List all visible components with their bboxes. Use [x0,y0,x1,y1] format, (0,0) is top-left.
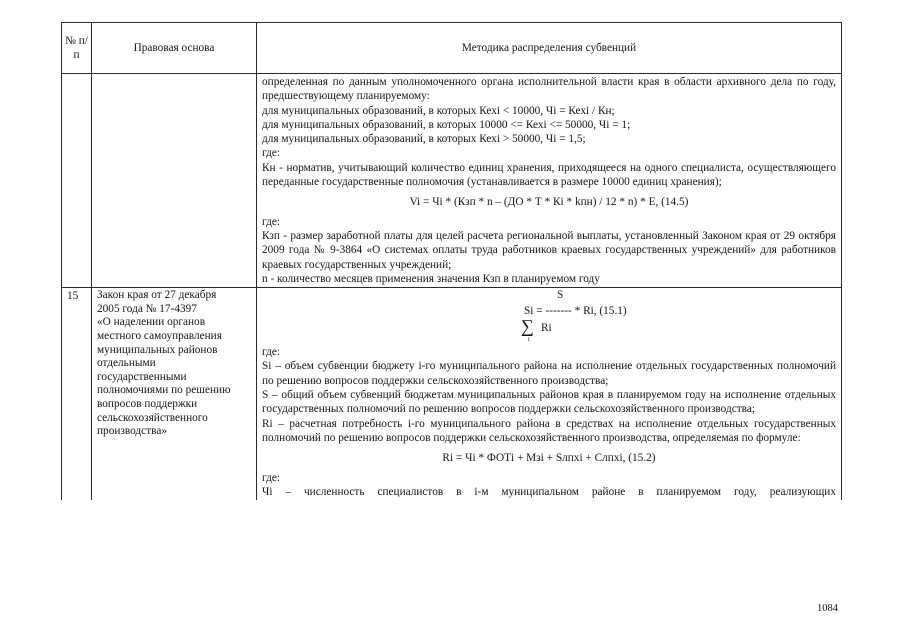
paragraph: где: [262,147,280,160]
header-legal-basis: Правовая основа [92,23,257,74]
formula-main: Si = ------- * Ri, (15.1) [524,305,627,318]
formula-denominator: Ri [541,322,552,335]
paragraph: n - количество месяцев применения значения Кзп в планируемом году [262,272,600,285]
header-methodology: Методика распределения субвенций [257,23,842,74]
law-line: местного самоуправления [97,329,222,342]
law-line: Закон края от 27 декабря [97,289,217,302]
paragraph: для муниципальных образований, в которых Кехi < 10000, Чi = Кехi / Кн; [262,104,615,117]
row1-methodology [257,74,842,288]
law-line: сельскохозяйственного [97,411,208,424]
law-line: муниципальных районов [97,343,218,356]
law-line: вопросов поддержки [97,397,198,410]
table-row [62,74,842,288]
law-line: полномочиями по решению [97,384,231,397]
header-num: № п/п [62,23,92,74]
paragraph: Чi – численность специалистов в i-м муниципальном районе в планируемом году, реализующих [262,485,836,498]
row2-methodology [257,288,842,500]
sum-symbol: ∑ [521,316,534,337]
formula-15-1 [262,289,836,345]
law-line: отдельными [97,357,156,370]
page-number: 1084 [817,603,838,614]
paragraph: определенная по данным уполномоченного органа исполнительной власти края в области архивного дела по году, предшествующему планируемому: [262,76,836,103]
law-line: «О наделении органов [97,316,206,329]
paragraph: Кзп - размер заработной платы для целей расчета региональной выплаты, установленный Законом края от 29 октября 2009 года № 9-3864 «О системах оплаты труда работников краевых государственных учреждений» для работников краевых государственных учреждений; [262,229,836,271]
allocation-methodology-table [61,22,842,500]
paragraph: Ri – расчетная потребность i-го муниципального района в средствах на исполнение отдельных государственных полномочий по решению вопросов поддержки сельскохозяйственного производства, определяемая по формуле: [262,417,836,444]
paragraph: где: [262,471,280,484]
row1-legal-basis [92,74,257,288]
paragraph: для муниципальных образований, в которых 10000 <= Кехi <= 50000, Чi = 1; [262,118,631,131]
row2-legal-basis [92,288,257,500]
paragraph: для муниципальных образований, в которых Кехi > 50000, Чi = 1,5; [262,133,586,146]
table-header-row [62,23,842,74]
formula-15-2: Ri = Чi * ФОТi + Мзi + Sлпхi + Cлпхi, (15.2) [442,452,656,465]
formula-14-5: Vi = Чi * (Кзп * n – (ДО * Т * Кi * kпн) / 12 * n) * Е, (14.5) [409,196,689,209]
paragraph: где: [262,215,280,228]
sum-index: i [528,337,530,344]
law-line: государственными [97,370,187,383]
paragraph: где: [262,346,280,359]
law-line: 2005 года № 17-4397 [97,302,197,315]
row1-num [62,74,92,288]
paragraph: Si – объем субвенции бюджету i-го муниципального района на исполнение отдельных государственных полномочий по решению вопросов поддержки сельскохозяйственного производства; [262,360,836,387]
paragraph: S – общий объем субвенций бюджетам муниципальных районов края в планируемом году на исполнение отдельных государственных полномочий по решению вопросов поддержки сельскохозяйственного производства; [262,389,836,416]
paragraph: Кн - норматив, учитывающий количество единиц хранения, приходящееся на одного специалиста, осуществляющего переданные государственные полномочия (устанавливается в размере 10000 единиц хранения); [262,161,836,189]
formula-numerator: S [557,289,564,302]
table-row [62,288,842,500]
row2-num: 15 [62,288,92,500]
law-line: производства» [97,425,167,438]
